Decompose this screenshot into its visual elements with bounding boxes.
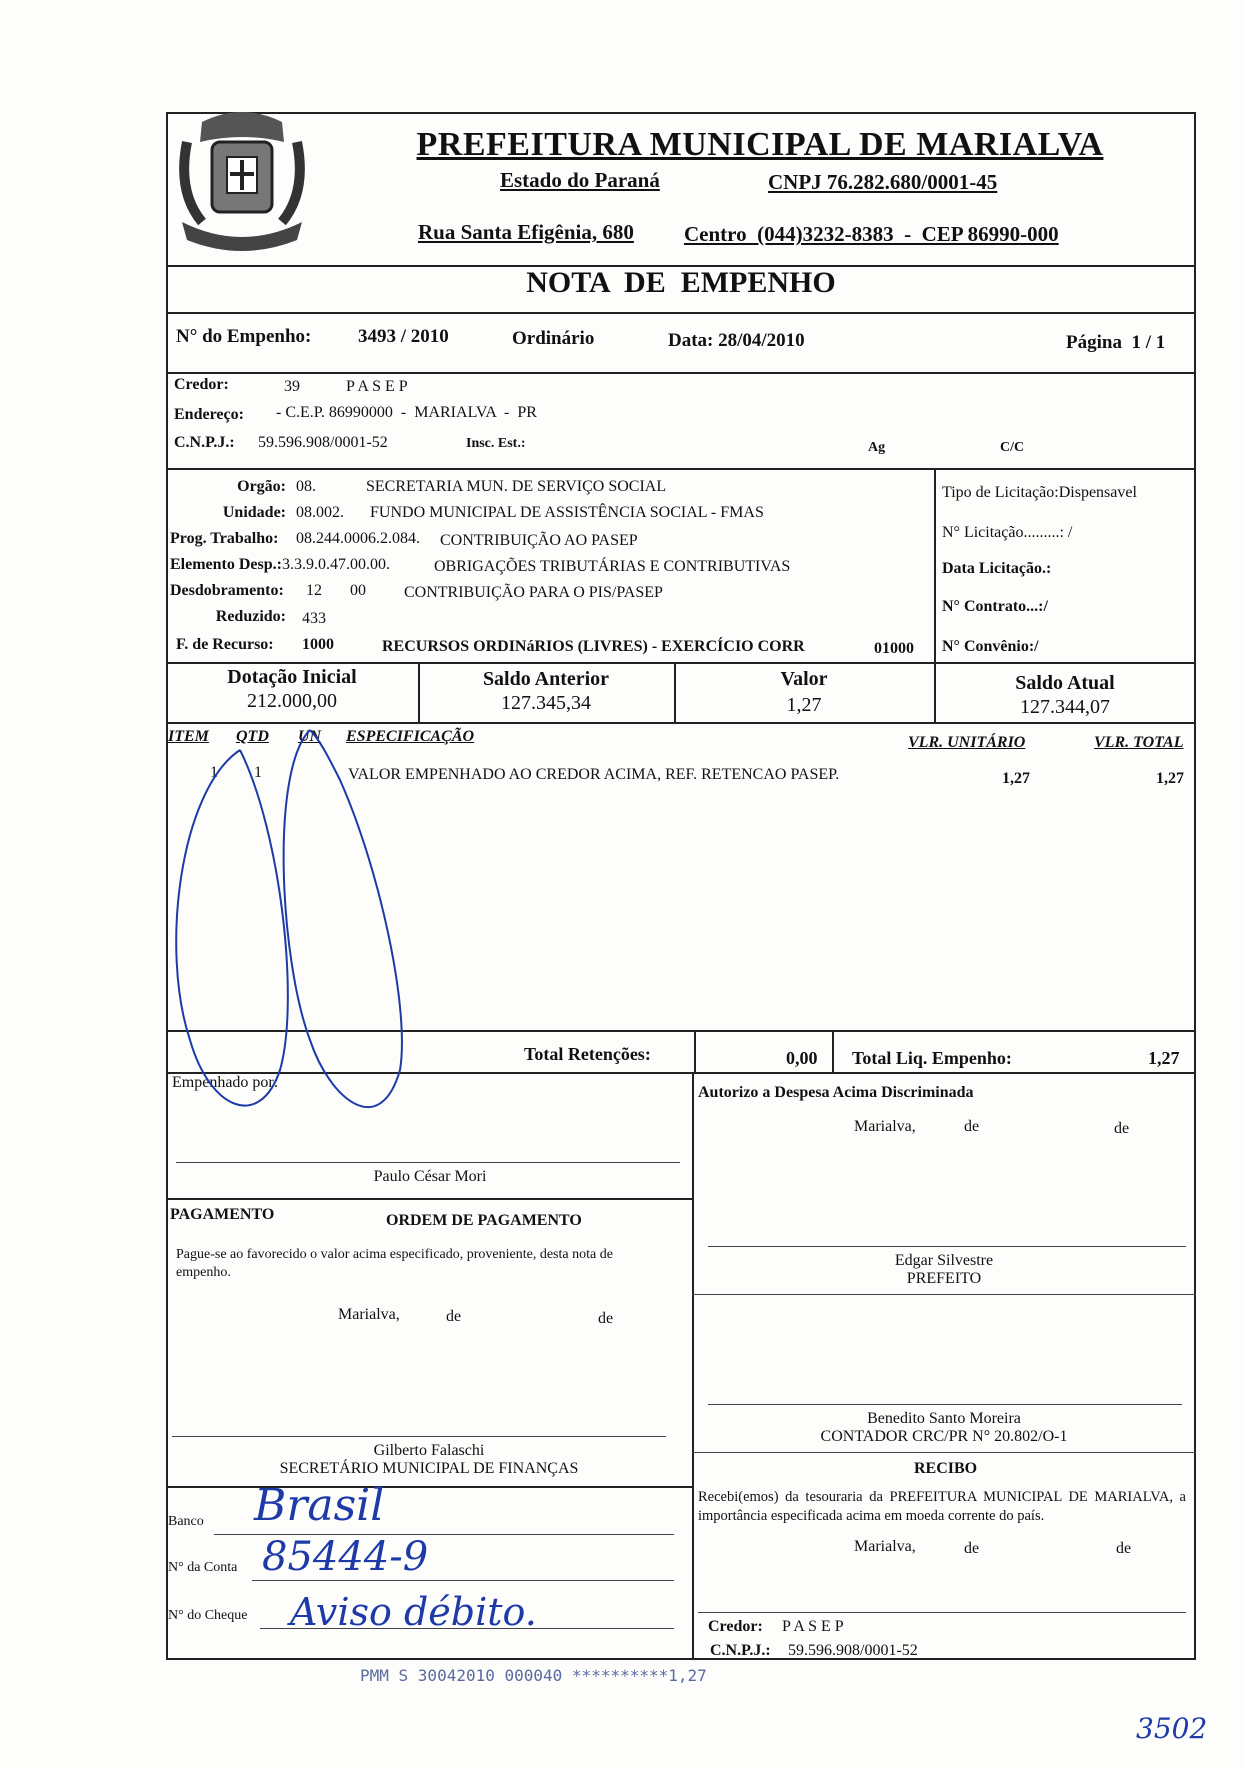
header-cnpj: CNPJ 76.282.680/0001-45	[768, 170, 998, 194]
recibo-cnpj: 59.596.908/0001-52	[788, 1642, 918, 1659]
conta-handwritten: 85444-9	[262, 1534, 429, 1580]
col-especificacao: ESPECIFICAÇÃO	[346, 728, 475, 745]
prog-code: 08.244.0006.2.084.	[296, 530, 420, 547]
recurso-code: 1000	[302, 636, 334, 653]
total-retencoes-label: Total Retenções:	[524, 1044, 651, 1064]
saldo-anterior-value: 127.345,34	[501, 692, 591, 714]
elemento-code: 3.3.9.0.47.00.00.	[282, 556, 390, 573]
machine-stamp: PMM S 30042010 000040 **********1,27	[360, 1666, 707, 1685]
empenho-type: Ordinário	[512, 328, 595, 349]
saldo-anterior-label: Saldo Anterior	[482, 668, 610, 690]
unidade-code: 08.002.	[296, 504, 344, 521]
prog-name: CONTRIBUIÇÃO AO PASEP	[440, 532, 638, 549]
autorizo-local: Marialva,	[854, 1118, 916, 1135]
secretario-nome: Gilberto Falaschi	[373, 1442, 485, 1459]
licitacao-convenio: N° Convênio:/	[942, 638, 1039, 655]
dotacao-value: 212.000,00	[247, 690, 337, 712]
empenho-date: Data: 28/04/2010	[668, 330, 805, 351]
cnpj-label: C.N.P.J.:	[174, 434, 235, 451]
empenho-number-label: N° do Empenho:	[176, 326, 312, 347]
unidade-label: Unidade:	[222, 504, 286, 521]
licitacao-contrato: N° Contrato...:/	[942, 598, 1048, 615]
autorizo-de1: de	[964, 1118, 980, 1135]
item-row-vlr-total: 1,27	[1156, 770, 1184, 787]
prog-label: Prog. Trabalho:	[170, 530, 279, 547]
banco-handwritten: Brasil	[254, 1480, 385, 1531]
desdobramento-name: CONTRIBUIÇÃO PARA O PIS/PASEP	[404, 584, 663, 601]
autorizo-text: Autorizo a Despesa Acima Discriminada	[698, 1084, 974, 1101]
credor-code: 39	[284, 378, 300, 395]
item-row-qtd: 1	[254, 764, 262, 781]
unidade-name: FUNDO MUNICIPAL DE ASSISTÊNCIA SOCIAL - FMAS	[370, 504, 764, 521]
recibo-de2: de	[1116, 1540, 1132, 1557]
prefeito-cargo: PREFEITO	[906, 1270, 982, 1287]
col-qtd: QTD	[236, 728, 269, 745]
pagamento-label: PAGAMENTO	[170, 1206, 275, 1223]
valor-label: Valor	[780, 668, 828, 690]
desdobramento-code: 12	[306, 582, 322, 599]
contador-cargo: CONTADOR CRC/PR N° 20.802/O-1	[820, 1428, 1068, 1445]
col-item: ITEM	[168, 728, 209, 745]
credor-label: Credor:	[174, 376, 229, 393]
empenhado-label: Empenhado por:	[172, 1074, 279, 1091]
banco-label: Banco	[168, 1514, 204, 1529]
reduzido-value: 433	[302, 610, 326, 627]
conta-label: N° da Conta	[168, 1560, 238, 1575]
orgao-label: Orgão:	[237, 478, 286, 495]
recurso-label: F. de Recurso:	[176, 636, 274, 653]
desdobramento-sub: 00	[350, 582, 366, 599]
prefeito-nome: Edgar Silvestre	[894, 1252, 994, 1269]
page-number: Página 1 / 1	[1066, 332, 1166, 353]
valor-value: 1,27	[786, 694, 822, 716]
orgao-name: SECRETARIA MUN. DE SERVIÇO SOCIAL	[366, 478, 667, 495]
recibo-local: Marialva,	[854, 1538, 916, 1555]
cheque-handwritten: Aviso débito.	[290, 1590, 537, 1634]
cnpj-value: 59.596.908/0001-52	[258, 434, 388, 451]
reduzido-label: Reduzido:	[215, 608, 286, 625]
item-row-vlr-unitario: 1,27	[1002, 770, 1030, 787]
pagamento-text: Pague-se ao favorecido o valor acima especificado, proveniente, desta nota de empenho.	[176, 1247, 613, 1280]
cheque-label: N° do Cheque	[168, 1608, 248, 1623]
doc-title: NOTA DE EMPENHO	[526, 266, 836, 299]
desdobramento-label: Desdobramento:	[170, 582, 284, 599]
recurso-sub: 01000	[874, 640, 914, 657]
licitacao-tipo: Tipo de Licitação:Dispensavel	[942, 484, 1137, 501]
col-un: UN	[298, 728, 322, 745]
endereco-value: - C.E.P. 86990000 - MARIALVA - PR	[276, 404, 537, 421]
recibo-cnpj-label: C.N.P.J.:	[710, 1642, 771, 1659]
pagamento-de2: de	[598, 1310, 614, 1327]
recibo-label: RECIBO	[914, 1460, 978, 1477]
autorizo-de2: de	[1114, 1120, 1130, 1137]
ordem-pagamento-label: ORDEM DE PAGAMENTO	[386, 1212, 582, 1229]
header-contact: Centro (044)3232-8383 - CEP 86990-000	[684, 222, 1059, 246]
col-vlr-unitario: VLR. UNITÁRIO	[908, 734, 1026, 751]
insc-est-label: Insc. Est.:	[466, 436, 526, 451]
secretario-cargo: SECRETÁRIO MUNICIPAL DE FINANÇAS	[279, 1460, 579, 1477]
credor-name: P A S E P	[346, 378, 408, 395]
contador-nome: Benedito Santo Moreira	[867, 1410, 1021, 1427]
col-vlr-total: VLR. TOTAL	[1094, 734, 1184, 751]
recibo-credor: P A S E P	[782, 1618, 844, 1635]
handwritten-zero-mark	[160, 710, 420, 1150]
licitacao-numero: N° Licitação.........: /	[942, 524, 1073, 541]
licitacao-data: Data Licitação.:	[942, 560, 1052, 577]
cc-label: C/C	[1000, 440, 1025, 455]
endereco-label: Endereço:	[174, 406, 244, 423]
saldo-atual-value: 127.344,07	[1020, 696, 1110, 718]
header-address: Rua Santa Efigênia, 680	[418, 220, 634, 244]
elemento-label: Elemento Desp.:	[170, 556, 282, 573]
saldo-atual-label: Saldo Atual	[1015, 672, 1115, 694]
recurso-name: RECURSOS ORDINáRIOS (LIVRES) - EXERCÍCIO CORR	[382, 638, 805, 655]
total-liquido-label: Total Liq. Empenho:	[852, 1048, 1012, 1068]
recibo-text: Recebi(emos) da tesouraria da PREFEITURA MUNICIPAL DE MARIALVA, a importância especificada acima em moeda corrente do país.	[698, 1489, 1186, 1524]
recibo-credor-label: Credor:	[708, 1618, 763, 1635]
empenho-number: 3493 / 2010	[358, 326, 449, 347]
orgao-code: 08.	[296, 478, 316, 495]
header-title: PREFEITURA MUNICIPAL DE MARIALVA	[416, 126, 1104, 163]
item-row-especificacao: VALOR EMPENHADO AO CREDOR ACIMA, REF. RETENCAO PASEP.	[348, 766, 840, 783]
pagamento-local: Marialva,	[338, 1306, 400, 1323]
empenhado-nome: Paulo César Mori	[373, 1168, 487, 1185]
pagamento-de1: de	[446, 1308, 462, 1325]
page-handwritten: 3502	[1136, 1712, 1208, 1745]
header-estado: Estado do Paraná	[500, 168, 660, 192]
ag-label: Ag	[868, 440, 886, 455]
total-retencoes-value: 0,00	[786, 1048, 818, 1068]
recibo-de1: de	[964, 1540, 980, 1557]
item-row-item: 1	[210, 764, 218, 781]
elemento-name: OBRIGAÇÕES TRIBUTÁRIAS E CONTRIBUTIVAS	[434, 558, 791, 575]
total-liquido-value: 1,27	[1148, 1048, 1180, 1068]
dotacao-label: Dotação Inicial	[227, 666, 357, 688]
